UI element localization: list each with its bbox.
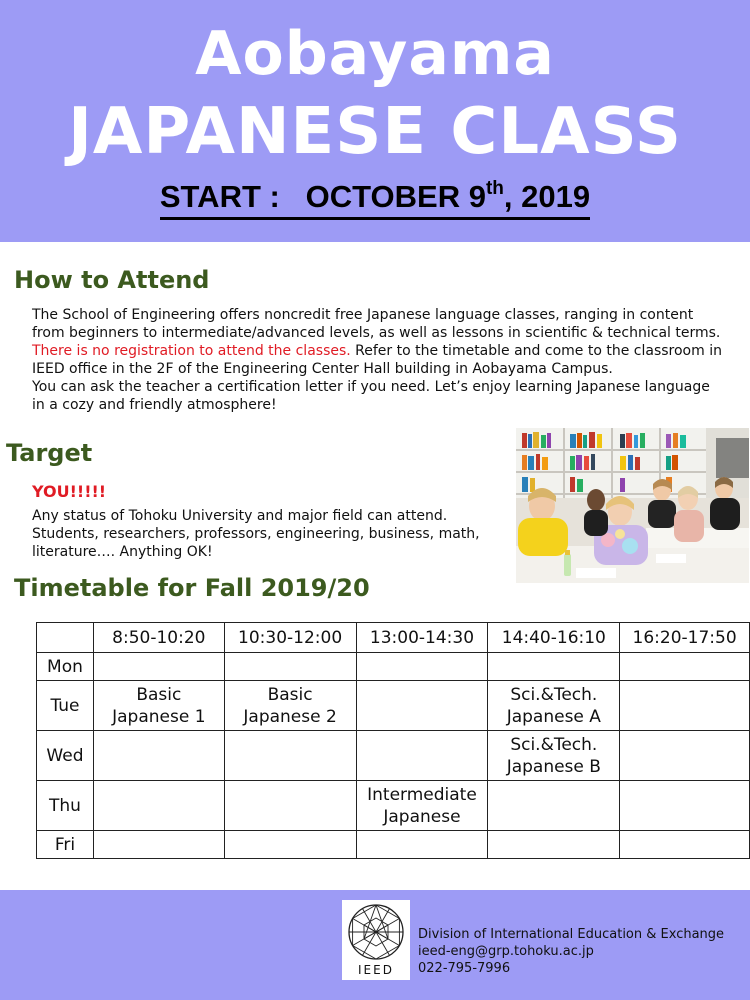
timetable-cell <box>356 681 488 731</box>
classroom-photo <box>516 428 749 583</box>
attend-line: The School of Engineering offers noncredit free Japanese language classes, ranging in content <box>32 307 694 323</box>
timetable-cell <box>224 653 356 681</box>
contact-phone: 022-795-7996 <box>418 961 511 976</box>
timetable-day-label: Thu <box>37 781 94 831</box>
target-title: Target <box>6 439 93 467</box>
ieed-logo <box>342 900 410 980</box>
timetable-day-label: Fri <box>37 831 94 859</box>
attend-line: from beginners to intermediate/advanced levels, as well as lessons in scientific & technical terms. <box>32 325 721 341</box>
timetable-day-label: Wed <box>37 731 94 781</box>
timetable-corner-cell <box>37 623 94 653</box>
timetable-cell <box>224 681 356 731</box>
timetable-cell <box>356 731 488 781</box>
class-name-line: Basic <box>267 684 313 705</box>
division-name: Division of International Education & Exchange <box>418 927 725 942</box>
timetable-time-header: 8:50-10:20 <box>93 623 224 653</box>
timetable-day-label: Mon <box>37 653 94 681</box>
timetable-cell <box>93 781 224 831</box>
contact-info <box>418 926 724 977</box>
how-to-attend-body <box>32 306 748 414</box>
timetable-cell <box>620 831 750 859</box>
timetable-table <box>36 622 750 859</box>
timetable-cell <box>93 681 224 731</box>
timetable-row <box>37 681 750 731</box>
timetable-row <box>37 831 750 859</box>
no-registration-note: There is no registration to attend the classes. <box>32 343 351 359</box>
class-name-line: Basic <box>136 684 182 705</box>
timetable-cell <box>488 681 620 731</box>
class-name-line: Japanese B <box>506 756 601 777</box>
timetable-cell <box>488 831 620 859</box>
class-name-line: Japanese <box>383 806 461 827</box>
timetable-cell <box>93 831 224 859</box>
timetable-cell <box>620 781 750 831</box>
timetable-cell <box>224 831 356 859</box>
timetable-cell <box>620 653 750 681</box>
timetable-row <box>37 653 750 681</box>
title-aobayama: Aobayama <box>195 19 555 89</box>
how-to-attend-title: How to Attend <box>14 266 210 294</box>
timetable-title: Timetable for Fall 2019/20 <box>14 574 370 602</box>
attend-line: There is no registration to attend the classes. Refer to the timetable and come to the classroom in <box>32 343 722 359</box>
timetable-cell <box>224 781 356 831</box>
ieed-logo-text: IEED <box>358 963 394 977</box>
timetable-cell <box>93 653 224 681</box>
timetable-cell <box>488 781 620 831</box>
timetable-cell <box>224 731 356 781</box>
timetable-header-row <box>37 623 750 653</box>
header-banner <box>0 0 750 242</box>
start-date-year: , 2019 <box>503 179 591 214</box>
timetable-cell <box>488 653 620 681</box>
timetable-row <box>37 731 750 781</box>
timetable-cell <box>356 653 488 681</box>
target-line: Any status of Tohoku University and major field can attend. <box>32 508 448 524</box>
timetable-time-header: 14:40-16:10 <box>488 623 620 653</box>
start-date-sup: th <box>485 178 504 199</box>
timetable-row <box>37 781 750 831</box>
target-body <box>32 507 512 561</box>
class-name-line: Japanese 2 <box>243 706 337 727</box>
class-name-line: Sci.&Tech. <box>510 684 598 705</box>
timetable-time-header: 13:00-14:30 <box>356 623 488 653</box>
title-japanese-class: JAPANESE CLASS <box>68 95 682 169</box>
attend-line: IEED office in the 2F of the Engineering Center Hall building in Aobayama Campus. <box>32 361 613 377</box>
target-you: YOU!!!!! <box>32 482 107 501</box>
target-line: Students, researchers, professors, engineering, business, math, <box>32 526 480 542</box>
timetable-day-label: Tue <box>37 681 94 731</box>
class-name-line: Japanese A <box>506 706 601 727</box>
timetable-time-header: 16:20-17:50 <box>620 623 750 653</box>
class-name-line: Intermediate <box>367 784 477 805</box>
timetable-cell <box>93 731 224 781</box>
contact-email[interactable]: ieed-eng@grp.tohoku.ac.jp <box>418 944 594 959</box>
ieed-logo-mark-icon <box>342 900 410 962</box>
class-name-line: Japanese 1 <box>112 706 206 727</box>
timetable-cell <box>356 781 488 831</box>
timetable-cell <box>488 731 620 781</box>
attend-line: in a cozy and friendly atmosphere! <box>32 397 277 413</box>
target-line: literature…. Anything OK! <box>32 544 213 560</box>
start-date <box>0 178 750 220</box>
class-name-line: Sci.&Tech. <box>510 734 598 755</box>
timetable-cell <box>620 731 750 781</box>
attend-line: You can ask the teacher a certification letter if you need. Let’s enjoy learning Japanese language <box>32 379 710 395</box>
timetable-cell <box>356 831 488 859</box>
start-date-main: START : OCTOBER 9 <box>159 179 486 214</box>
timetable-time-header: 10:30-12:00 <box>224 623 356 653</box>
timetable-cell <box>620 681 750 731</box>
